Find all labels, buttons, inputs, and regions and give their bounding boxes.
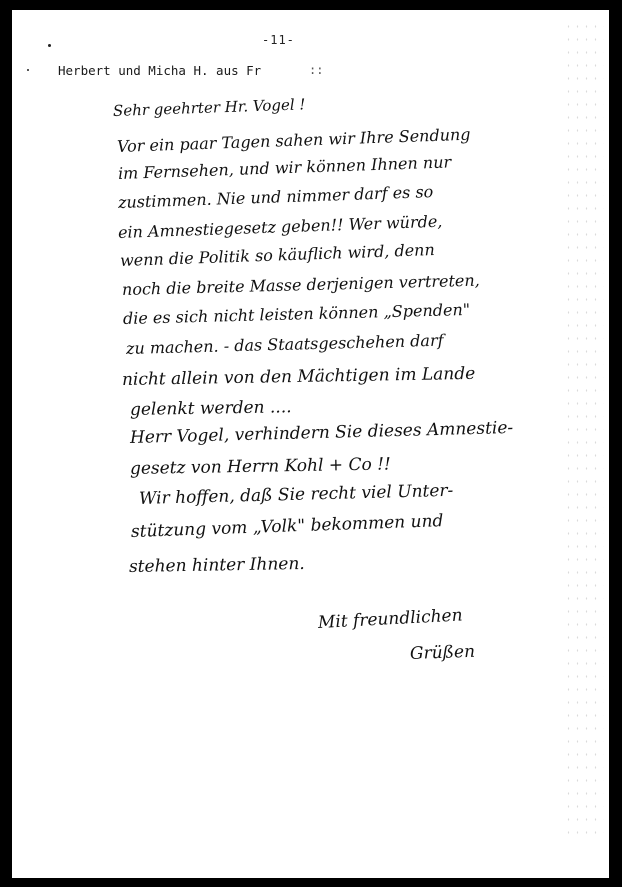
scan-speck <box>48 44 51 47</box>
letter-line: Wir hoffen, daß Sie recht viel Unter- <box>138 480 454 509</box>
scan-border-top <box>0 0 622 10</box>
scan-border-left <box>0 0 12 887</box>
scan-speck <box>27 69 29 71</box>
closing-line-1: Mit freundlichen <box>317 605 464 633</box>
letter-line: im Fernsehen, und wir können Ihnen nur <box>117 152 452 183</box>
letter-line: noch die breite Masse derjenigen vertreten, <box>121 270 481 299</box>
letter-line: zustimmen. Nie und nimmer darf es so <box>117 181 434 212</box>
letter-line: wenn die Politik so käuflich wird, denn <box>119 240 436 270</box>
letter-line: stehen hinter Ihnen. <box>128 553 305 577</box>
scan-border-right <box>609 0 622 887</box>
letter-line: die es sich nicht leisten können „Spenden" <box>122 299 471 328</box>
letter-line: stützung vom „Volk" bekommen und <box>130 511 444 542</box>
letter-salutation: Sehr geehrter Hr. Vogel ! <box>112 95 306 120</box>
page-number: -11- <box>262 33 295 47</box>
closing-line-2: Grüßen <box>409 641 476 664</box>
letter-line: Vor ein paar Tagen sahen wir Ihre Sendung <box>116 124 471 156</box>
letter-line: Herr Vogel, verhindern Sie dieses Amnestie- <box>129 417 514 448</box>
scan-border-bottom <box>0 878 622 887</box>
letter-line: gesetz von Herrn Kohl + Co !! <box>129 454 391 479</box>
scan-noise-right-margin <box>564 20 604 840</box>
letter-line: zu machen. - das Staatsgeschehen darf <box>125 330 444 358</box>
redaction-mark: :: <box>309 63 324 77</box>
letter-line: nicht allein von den Mächtigen im Lande <box>121 363 476 390</box>
letter-line: gelenkt werden .... <box>129 397 292 420</box>
typed-sender-line: Herbert und Micha H. aus Fr <box>58 63 262 78</box>
letter-line: ein Amnestiegesetz geben!! Wer würde, <box>117 211 443 242</box>
